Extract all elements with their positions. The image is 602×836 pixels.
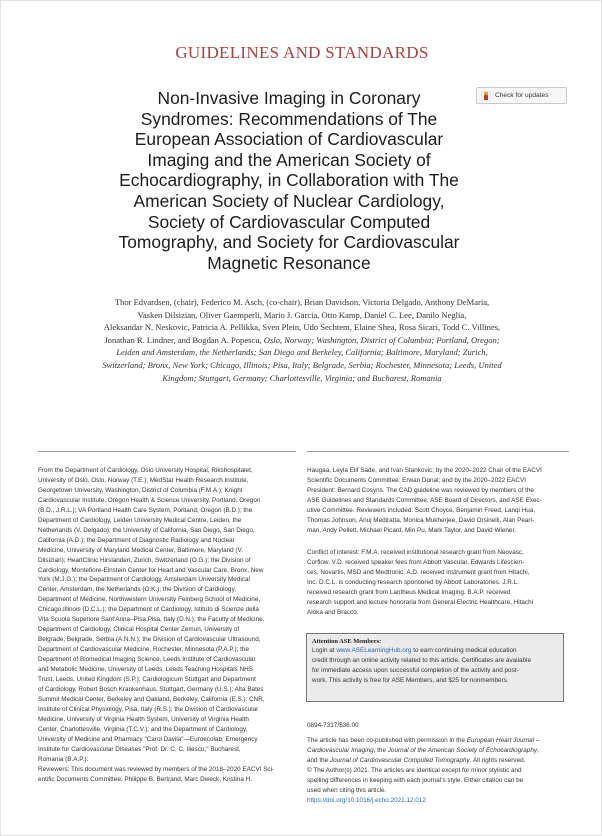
- ase-notice-line: work. This activity is free for ASE Members, and $25 for nonmembers.: [312, 676, 509, 684]
- copublish-line: spelling differences in keeping with each journal's style. Either citation can be: [307, 776, 524, 784]
- reviewers-text-line: ASE Guidelines and Standards Committee, ASE Board of Directors, and ASE Exec-: [307, 496, 542, 504]
- affiliation-text-line: California (A.D.); the Department of Diagnostic Radiology and Nuclear: [38, 536, 235, 544]
- check-for-updates-label: Check for updates: [495, 92, 549, 99]
- title-line: American Society of Nuclear Cardiology,: [133, 190, 445, 211]
- author-line: Vasken Dilsizian, Oliver Gaemperli, Mario J. Garcia, Otto Kamp, Daniel C. Lee, Danilo Neglia,: [137, 309, 467, 320]
- title-line: Syndromes: Recommendations of The: [140, 108, 438, 129]
- affiliation-text-line: Department of Biomedical Imaging Science, Leeds Institute of Cardiovascular: [38, 656, 256, 664]
- publication-meta: [307, 721, 569, 806]
- article-title: [99, 88, 479, 273]
- affiliation-text-line: Department of Medicine, Northwestern University Feinberg School of Medicine,: [38, 596, 261, 604]
- author-line-mixed: Jonathan R. Lindner, and Bogdan A. Popescu, Oslo, Norway; Washington, District of Columbia; Portland, Oregon;: [104, 334, 500, 345]
- affiliation-text-line: Center, Amsterdam, the Netherlands (O.K.); the Division of Cardiology,: [38, 586, 237, 594]
- reviewers-continued: [307, 466, 569, 536]
- affiliation-text-line: Department of Cardiology, Clinical Hospital Center Zemun, University of: [38, 626, 240, 634]
- reviewers-text-line: man, Andy Pellett, Michael Picard, Min Pu, Mark Taylor, and David Wiener.: [307, 526, 516, 534]
- title-line: Echocardiography, in Collaboration with The: [119, 170, 459, 191]
- affiliation-text-line: Center, Charlottesville, Virginia (T.C.V.); and the Department of Cardiology,: [38, 725, 248, 733]
- section-label: GUIDELINES AND STANDARDS: [175, 43, 429, 62]
- coi-text-line: Conflict of interest: F.M.A. received institutional research grant from Neovasc,: [307, 549, 524, 556]
- left-column-rule: [38, 451, 296, 452]
- ase-learning-hub-link[interactable]: www.ASELearningHub.org: [336, 647, 412, 654]
- copublish-line: The article has been co-published with permission in the European Heart Journal –: [307, 736, 540, 744]
- coi-text-line: Inc. D.C.L. is conducting research sponsored by Abbott Laboratories. J.R.L.: [307, 578, 519, 586]
- affiliation-text-line: Belgrade, Belgrade, Serbia (A.N.N.); the Division of Cardiovascular Ultrasound,: [38, 636, 261, 644]
- affiliation-text-line: From the Department of Cardiology, Oslo University Hospital, Rikshospitalet,: [38, 467, 253, 474]
- coi-text-line: Corflow. V.D. received speaker fees from Abbott Vascular, Edwards Lifescien-: [307, 558, 525, 566]
- affiliation-text-line: and Metabolic Medicine, University of Leeds, Leeds Teaching Hospitals NHS: [38, 666, 253, 674]
- issn-price: 0894-7317/$36.00: [307, 722, 359, 729]
- conflict-of-interest: [307, 548, 569, 618]
- title-line: Magnetic Resonance: [207, 252, 371, 273]
- ase-notice-heading: Attention ASE Members:: [312, 638, 382, 645]
- title-line: Imaging and the American Society of: [147, 149, 431, 170]
- coi-text-line: ces, Novartis, MSD and Medtronic. A.D. received instrument grant from Hitachi,: [307, 568, 530, 576]
- affiliation-text-line: Cardiology, Montefiore-Einstein Center for Heart and Vascular Care, Bronx, New: [38, 566, 264, 574]
- ase-notice-line: credit through an online activity related to this article. Certificates are available: [312, 656, 531, 664]
- affiliation-text-line: University of Oslo, Oslo, Norway (T.E.); MedStar Health Research Institute,: [38, 476, 249, 484]
- affiliation-text-line: York (M.J.G.); the Department of Cardiology, Amsterdam University Medical: [38, 576, 250, 584]
- coi-text-line: received research grant from Lantheus Medical Imaging. B.A.P. received: [307, 588, 511, 596]
- author-block: [63, 296, 541, 384]
- affiliation-line: Leiden and Amsterdam, the Netherlands; San Diego and Berkeley, California; Baltimore, Maryland; Zurich,: [116, 347, 488, 358]
- affiliation-text-line: Netherlands (V. Delgado); the University of California, San Diego, San Diego,: [38, 526, 255, 534]
- affiliation-text-line: entific Documents Committee: Philippe B. Bertrand, Marc Dweck, Kristina H.: [38, 775, 252, 783]
- affiliation-text-line: Institute of Clinical Physiology, Pisa, Italy (R.S.); the Division of Cardiovascular: [38, 705, 259, 713]
- affiliation-text-line: Romania (B.A.P.).: [38, 755, 89, 763]
- ase-notice-line: Login at www.ASELearningHub.org to earn continuing medical education: [312, 647, 517, 654]
- ase-notice-line: for immediate access upon successful completion of the activity and post-: [312, 666, 519, 674]
- reviewers-text-line: Scientific Documents Committee: Erwan Donal; and by the 2020–2022 EACVI: [307, 476, 526, 484]
- reviewers-text-line: utive Committee. Reviewers included: Scott Choyce, Benjamin Freed, Lanqi Hua,: [307, 506, 536, 514]
- coi-text-line: Aloka and Bracco.: [307, 608, 359, 616]
- crossmark-icon: [481, 91, 491, 101]
- affiliation-text-line: Medicine, University of Virginia Health System, University of Virginia Health: [38, 715, 249, 723]
- author-line: Aleksandar N. Neskovic, Patricia A. Pellikka, Sven Plein, Udo Sechtem, Elaine Shea, Rosa Sicari, Todd C. Villines,: [103, 322, 501, 333]
- ase-members-notice: [306, 633, 564, 702]
- title-line: Society of Cardiovascular Computed: [147, 211, 431, 232]
- affiliation-text-line: Reviewers: This document was reviewed by members of the 2018–2020 EACVI Sci-: [38, 765, 275, 773]
- affiliation-text-line: Chicago,Illinois (D.C.L.); the Department of Cardiology, Istituto di Scienze della: [38, 606, 259, 614]
- affiliation-text-line: of Cardiology, Robert Bosch Krankenhaus, Stuttgart, Germany (U.S.); Alta Bates: [38, 685, 264, 693]
- affiliation-text-line: Summit Medical Center, Berkeley and Oakland, Berkeley, California (E.S.); CNR,: [38, 695, 265, 703]
- affiliation-line: Kingdom; Stuttgart, Germany; Charlottesville, Virginia; and Bucharest, Romania: [162, 372, 442, 383]
- copublish-line: used when citing this article.: [307, 786, 387, 794]
- check-for-updates-button[interactable]: [476, 87, 567, 104]
- copublish-line: Cardiovascular Imaging, the Journal of the American Society of Echocardiography,: [307, 746, 539, 754]
- title-line: Tomography, and Society for Cardiovascular: [118, 232, 460, 253]
- reviewers-text-line: Thomas Johnson, Anuj Mediratta, Monica Mukherjee, David Orsinelli, Alan Pearl-: [307, 516, 535, 524]
- affiliations-column: [38, 466, 296, 785]
- affiliation-text-line: Medicine, University of Maryland Medical Center, Baltimore, Maryland (V.: [38, 546, 243, 554]
- right-column-rule: [307, 451, 569, 452]
- affiliation-text-line: Department of Cardiovascular Medicine, Rochester, Minnesota (P.A.P.); the: [38, 646, 249, 654]
- copublish-line: © The Author(s) 2021. The articles are identical except for minor stylistic and: [307, 766, 522, 774]
- affiliation-text-line: Cardiovascular Institute, Oregon Health & Science University, Portland, Oregon: [38, 496, 261, 504]
- affiliation-text-line: University of Medicine and Pharmacy "Carol Davila"—Euroecolab, Emergency: [38, 735, 258, 743]
- reviewers-text-line: Haugaa, Leyla Elif Sade, and Ivan Stankovic; by the 2020–2022 Chair of the EACVI: [307, 467, 542, 474]
- title-line: Non-Invasive Imaging in Coronary: [157, 88, 421, 108]
- coi-text-line: research support and lecture honoraria from General Electric Healthcare, Hitachi: [307, 598, 534, 606]
- reviewers-text-line: President: Bernard Cosyns. The CAD guideline was reviewed by members of the: [307, 486, 534, 494]
- affiliation-text-line: Trust, Leeds, United Kingdom (S.P.); Cardiologicum Stuttgart and Department: [38, 676, 256, 684]
- affiliation-text-line: Department of Cardiology, Leiden University Medical Centre, Leiden, the: [38, 516, 242, 524]
- doi-link[interactable]: https://doi.org/10.1016/j.echo.2021.12.012: [307, 796, 426, 804]
- author-line: Thor Edvardsen, (chair), Federico M. Asch, (co-chair), Brian Davidson, Victoria Delgado, Anthony DeMaria,: [114, 297, 490, 307]
- affiliation-text-line: Dilsizian); HeartClinic Hirslanden, Zurich, Switzerland (O.G.); the Division of: [38, 556, 251, 564]
- title-line: European Association of Cardiovascular: [134, 129, 444, 150]
- affiliation-text-line: Institute for Cardiovascular Diseases "Prof. Dr. C. C. Iliescu," Bucharest,: [38, 745, 241, 753]
- affiliation-text-line: Vita Scuola Superiore Sant'Anna–Pisa,Pisa, Italy (D.N.); the Faculty of Medicine,: [38, 616, 265, 624]
- affiliation-line: Switzerland; Bronx, New York; Chicago, Illinois; Pisa, Italy; Belgrade, Serbia; Rochester, Minnesota; Leeds, United: [102, 359, 502, 370]
- affiliation-text-line: (B.D., J.R.L.); VA Portland Health Care System, Portland, Oregon (B.D.); the: [38, 506, 253, 514]
- copublish-line: and the Journal of Cardiovascular Computed Tomography. All rights reserved.: [307, 756, 526, 764]
- affiliation-text-line: Georgetown University, Washington, District of Columbia (F.M.A.); Knight: [38, 486, 243, 494]
